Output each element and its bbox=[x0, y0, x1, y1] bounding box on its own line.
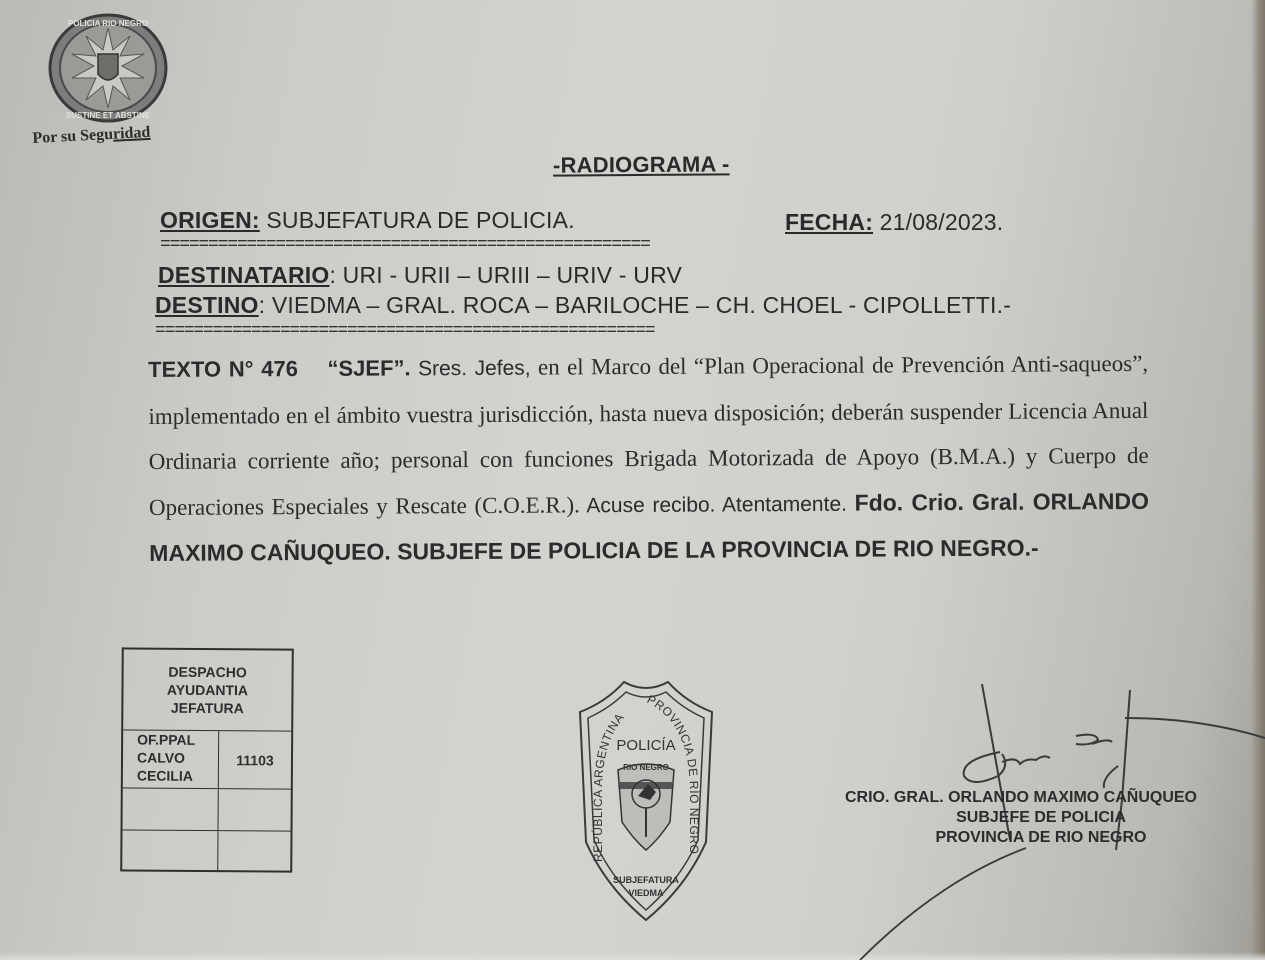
destinatario-row bbox=[158, 262, 682, 289]
police-shield-stamp-icon bbox=[566, 672, 726, 922]
fecha-value: 21/08/2023. bbox=[873, 209, 1004, 235]
texto-intro: Sres. Jefes, bbox=[410, 356, 531, 381]
signature-name: CRIO. GRAL. ORLANDO MAXIMO CAÑUQUEO bbox=[845, 789, 1197, 806]
despacho-row bbox=[123, 788, 291, 831]
stamp-arc-right: PROVINCIA DE RÍO NEGRO bbox=[644, 692, 702, 855]
destino-value: : VIEDMA – GRAL. ROCA – BARILOCHE – CH. CHOEL - CIPOLLETTI.- bbox=[258, 292, 1012, 318]
motto bbox=[32, 124, 151, 148]
name-line: CECILIA bbox=[136, 767, 193, 784]
origen-value: SUBJEFATURA DE POLICIA. bbox=[259, 207, 575, 233]
svg-text:SUSTINE ET ABSTINE: SUSTINE ET ABSTINE bbox=[65, 111, 151, 120]
stamp-arc-left: REPÚBLICA ARGENTINA bbox=[591, 710, 627, 862]
texto-label: TEXTO N° 476 bbox=[148, 356, 299, 382]
signed-by: Fdo. Crio. Gral. ORLANDO MAXIMO CAÑUQUEO. SUBJEFE DE POLICIA DE LA PROVINCIA DE RIO NEGRO.- bbox=[149, 487, 1150, 566]
police-seal-icon bbox=[46, 12, 170, 124]
svg-text:VIEDMA: VIEDMA bbox=[628, 888, 664, 898]
despacho-header-line: AYUDANTIA bbox=[166, 681, 249, 699]
despacho-header-line: DESPACHO bbox=[168, 663, 247, 681]
despacho-row bbox=[122, 830, 290, 872]
body-closing: Acuse recibo. Atentamente. bbox=[579, 492, 855, 517]
svg-text:POLICÍA: POLICÍA bbox=[616, 737, 676, 754]
destinatario-label: DESTINATARIO bbox=[158, 262, 330, 288]
motto-prefix: Por su Segu bbox=[32, 125, 114, 148]
despacho-name-cell bbox=[123, 788, 219, 830]
signature-title: SUBJEFE DE POLICIA bbox=[956, 809, 1126, 826]
texto-code: “SJEF”. bbox=[327, 355, 411, 381]
origen-label: ORIGEN: bbox=[160, 207, 260, 233]
destino-row bbox=[155, 292, 1011, 319]
signature-province: PROVINCIA DE RIO NEGRO bbox=[935, 829, 1147, 846]
name-line: OF.PPAL bbox=[137, 731, 196, 748]
destino-label: DESTINO bbox=[155, 292, 259, 318]
despacho-header bbox=[123, 649, 292, 731]
signature-block bbox=[845, 788, 1237, 848]
destinatario-value: : URI - URII – URIII – URIV - URV bbox=[329, 262, 682, 288]
despacho-number-cell bbox=[218, 831, 290, 873]
separator-line: =================================================== bbox=[160, 235, 650, 255]
despacho-header-line: JEFATURA bbox=[170, 699, 244, 717]
despacho-table bbox=[120, 647, 294, 872]
despacho-number: 11103 bbox=[236, 751, 274, 768]
document-title: -RADIOGRAMA - bbox=[552, 151, 730, 178]
origen-row bbox=[160, 207, 575, 234]
despacho-name-cell bbox=[122, 830, 218, 872]
fecha-row bbox=[785, 209, 1003, 236]
separator-line: ==================================================== bbox=[155, 321, 655, 341]
svg-text:SUBJEFATURA: SUBJEFATURA bbox=[613, 875, 679, 885]
despacho-number-cell bbox=[219, 789, 291, 831]
motto-underlined: ridad bbox=[112, 123, 151, 143]
despacho-number-cell bbox=[219, 731, 291, 789]
despacho-name-cell bbox=[123, 730, 219, 788]
svg-text:POLICIA RIO NEGRO: POLICIA RIO NEGRO bbox=[67, 19, 149, 28]
message-body bbox=[148, 341, 1149, 577]
name-line: CALVO bbox=[136, 749, 186, 766]
fecha-label: FECHA: bbox=[785, 209, 874, 235]
body-paragraph: en el Marco del “Plan Operacional de Prevención Anti-saqueos”, implementado en el ámbito vuestra jurisdicción, hasta nueva disposición; deberán suspender Licencia Anual Ordinaria corriente año; personal con funciones Brigada Motorizada de Apoyo (B.M.A.) y Cuerpo de Operaciones Especiales y Rescate (C.O.E.R.). bbox=[148, 350, 1149, 520]
svg-text:RIO NEGRO: RIO NEGRO bbox=[623, 763, 669, 772]
despacho-row bbox=[123, 730, 291, 789]
